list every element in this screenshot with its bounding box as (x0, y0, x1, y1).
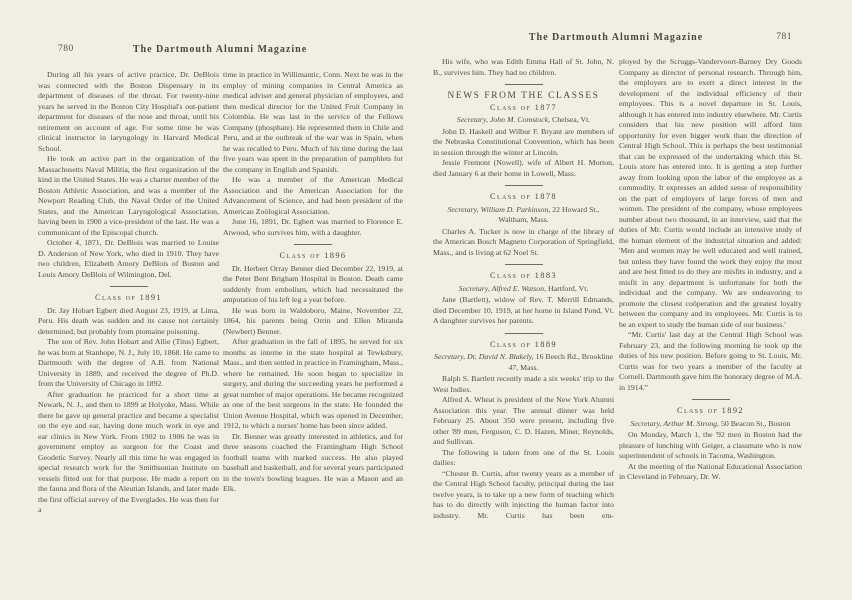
class-heading: Class of 1892 (676, 406, 745, 415)
section-divider (294, 244, 332, 245)
paragraph: His wife, who was Edith Emma Hall of St. John, N. B., survives him. They had no children. (433, 57, 614, 77)
secretary-address: Hartford, Vt. (546, 283, 589, 293)
secretary-address: 50 Beacon St., Boston (719, 418, 791, 428)
secretary-address: 22 Howard St., Waltham, Mass. (498, 204, 600, 224)
left-page-header (38, 44, 402, 58)
class-heading: Class of 1891 (94, 293, 163, 302)
paragraph: After graduation in the fall of 1895, he served for six months as interne in the state hospital at Tewksbury, Mass., and then settled in practice in Framingham, Mass., where he remained. He soon began to specialize in surgery, and during the succeeding years he performed a great number of major operations. He became recognized as one of the best surgeons in the state. He founded the Union Avenue Hospital, which was opened in December, 1912, to which a nurses' home has been since added. (223, 337, 403, 430)
class-heading: Class of 1896 (279, 251, 347, 260)
paragraph: Ralph S. Bartlett recently made a six weeks' trip to the West Indies. (433, 374, 614, 394)
right-page-number: 781 (776, 32, 792, 42)
paragraph: Alfred A. Wheat is president of the New York Alumni Association this year. The annual dinner was held February 25. About 350 were present, including five other '89 men, Ferguson, C. D. Hazen, Miner, Reynolds, and Sullivan. (433, 395, 614, 446)
section-divider (505, 84, 543, 85)
class-heading: Class of 1889 (489, 339, 558, 349)
magazine-title: The Dartmouth Alumni Magazine (528, 32, 704, 43)
secretary-line (433, 205, 614, 226)
paragraph: Dr. Herbert Orray Benner died December 22, 1919, at the Peter Bent Brigham Hospital in Boston. Death came suddenly from embolism, which had necessitated the amputation of his left leg a year before. (223, 263, 403, 304)
secretary-line (433, 284, 614, 295)
paragraph: After graduation he practiced for a short time at Newark, N. J., and then to 1899 at Holyoke, Mass. While there he gave up general practice and became a specialist on the eye and ear, having done much work in eye and ear clinics in New York. From 1902 to 1906 he was in government employ as surgeon for the Coast and Geodetic Survey. Nearly all this time he was engaged in special research work for the Smithsonian Institute on vessels fitted out for that purpose. He made a report on the fauna and flora of the Aleutian Islands, and later made the first official survey of the Everglades. He was then for a (38, 389, 219, 514)
right-page-column-2 (619, 57, 802, 483)
right-page-header (432, 32, 800, 46)
secretary-line (433, 115, 614, 126)
paragraph: Jane (Bartlett), widow of Rev. T. Merrill Edmands, died December 10, 1919, at her home in Island Pond, Vt. A daughter survives her parents. (433, 295, 614, 325)
paragraph: Jessie Fremont (Nowell), wife of Albert H. Morton, died January 6 at their home in Lowell, Mass. (433, 158, 614, 178)
secretary-address: Chelsea, Vt. (550, 115, 591, 124)
section-divider (692, 399, 730, 400)
paragraph: He was a member of the American Medical Association and the American Association for the Advancement of Science, and had been president of the American Zoölogical Association. (223, 175, 403, 216)
paragraph: On Monday, March 1, the '92 men in Boston had the pleasure of lunching with Geiger, a classmate who is now superintendent of schools in Tacoma, Washington. (619, 430, 802, 460)
paragraph: October 4, 1871, Dr. DeBlois was married to Louise D. Anderson of New York, who died in 1910. They have two children, Elizabeth Amory DeBlois of Boston and Louis Amory DeBlois of Wilmington, Del. (38, 238, 219, 279)
paragraph: June 16, 1891, Dr. Egbert was married to Florence E. Atwood, who survives him, with a daughter. (223, 217, 403, 237)
secretary-line (619, 419, 802, 430)
left-page-number: 780 (58, 44, 74, 54)
secretary-name: Secretary, Alfred E. Watson, (458, 283, 547, 293)
secretary-name: Secretary, John M. Comstock, (456, 115, 551, 124)
secretary-address: 16 Beech Rd., Brookline 47, Mass. (508, 352, 613, 372)
secretary-name: Secretary, Dr. David N. Blakely, (433, 352, 534, 361)
class-heading: Class of 1883 (489, 271, 558, 280)
left-page-column-1 (38, 70, 219, 516)
section-divider (505, 185, 543, 186)
paragraph: He took an active part in the organization of the Massachusetts Naval Militia, the first organization of the kind in the United States. He was a charter member of the Boston Athletic Association, and was a member of the Newport Reading Club, the Naval Order of the United States, and the American Laryngological Association, having been in 1900 a vice-president of the last. He was a communicant of the Episcopal church. (38, 154, 219, 237)
left-page-column-2 (223, 70, 403, 495)
secretary-line (433, 352, 614, 373)
class-heading: Class of 1878 (489, 192, 558, 201)
paragraph: During all his years of active practice, Dr. DeBlois was connected with the Boston Dispensary in its department of diseases of the throat. For twenty-nine years he served in the Boston City Hospital's out-patient department for diseases of the nose and throat, until his retirement on account of age. For some time he was clinical instructor in laryngology in Harvard Medical School. (38, 70, 219, 153)
class-heading: Class of 1877 (489, 102, 558, 112)
paragraph: time in practice in Willimantic, Conn. Next he was in the employ of mining companies in Central America as medical adviser and general physician of employees, and then medical director for the United Fruit Company in Colombia. He was last in the service of the Fellows Company (phosphate). He represented them in Chile and Peru, and at the outbreak of the war was in Spain, when he was recalled to Peru. Much of his time during the last five years was spent in the preparation of pamphlets for the company in English and Spanish. (223, 70, 403, 174)
paragraph: “Mr. Curtis' last day at the Central High School was February 23, and the following morning he took up the duties of his new position. Before going to St. Louis, Mr. Curtis was for two years a member of the faculty at Cornell. Dartmouth gave him the honorary degree of M.A. in 1914.” (619, 330, 802, 392)
section-divider (110, 286, 148, 287)
section-divider (505, 264, 543, 265)
magazine-title: The Dartmouth Alumni Magazine (132, 44, 308, 55)
paragraph: “Chester B. Curtis, after twenty years as a member of the Central High School faculty, principal during the last twelve years, is to take up a new form of teaching which has to do directly with injecting the human factor into industry. Mr. Curtis has been em- (433, 468, 614, 520)
secretary-name: Secretary, William D. Parkinson, (447, 204, 551, 214)
paragraph: He was born in Waldoboro, Maine, November 22, 1864, his parents being Orrin and Ellen Miranda (Newbert) Benner. (223, 305, 403, 336)
paragraph: Dr. Benner was greatly interested in athletics, and for three seasons coached the Framingham High School football teams with marked success. He also played baseball and basketball, and for several years participated in the town's bowling leagues. He was a Mason and an Elk. (223, 431, 403, 493)
paragraph: Charles A. Tucker is now in charge of the library of the American Bosch Magneto Corporation of Springfield, Mass., and is living at 62 Noel St. (433, 226, 614, 257)
secretary-name: Secretary, Arthur M. Strong, (630, 418, 720, 428)
paragraph: At the meeting of the National Educational Association in Cleveland in February, Dr. W. (619, 461, 802, 481)
paragraph: ployed by the Scruggs-Vandervoort-Barney Dry Goods Company as director of personal research. Through him, the employers are to exert a direct interest in the development of the individual efficiency of their employees. This is a novel departure in St. Louis, although it has entered into industry elsewhere. Mr. Curtis considers that his new position will afford him opportunity for even bigger work than the direction of Central High School. This is perhaps the best testimonial that can be expressed of the undertaking which this St. Louis store has entered into. It is getting a step further away from looking upon the labor of the employee as a commodity. It expresses an added sense of responsibility on the part of employers of large forces of men and women. The president of the company, whose employees number about two thousand, in an interview, said that the duties of Mr. Curtis would include an intensive study of the human element of the industrial situation and added: 'Men and women may be well educated and well trained, but unless they have found the work they enjoy the most and are best fitted to do they are misfits in industry, and a misfit in any department is unfortunate for both the individual and the company. We are endeavoring to promote the closest coöperation and the greatest loyalty between the company and its employees. Mr. Curtis is to be an expert to study the human side of our business.' (619, 57, 802, 329)
paragraph: Dr. Jay Hobart Egbert died August 23, 1919, at Lima, Peru. His death was sudden and its cause not certainly determined, but probably from ptomaine poisoning. (38, 305, 219, 336)
paragraph: The son of Rev. John Hobart and Allie (Titus) Egbert, he was born at Stanhope, N. J., July 10, 1868. He came to Dartmouth with the degree of A.B. from National University in 1889, and received the degree of Ph.D. from the University of Chicago in 1892. (38, 337, 219, 388)
right-page-column-1 (433, 57, 614, 521)
paragraph: John D. Haskell and Wilbur F. Bryant are members of the Nebraska Constitutional Convention, which has been in session through the winter at Lincoln. (433, 126, 614, 157)
section-heading: NEWS FROM THE CLASSES (447, 91, 600, 101)
section-divider (505, 333, 543, 334)
paragraph: The following is taken from one of the St. Louis dailies: (433, 447, 614, 467)
